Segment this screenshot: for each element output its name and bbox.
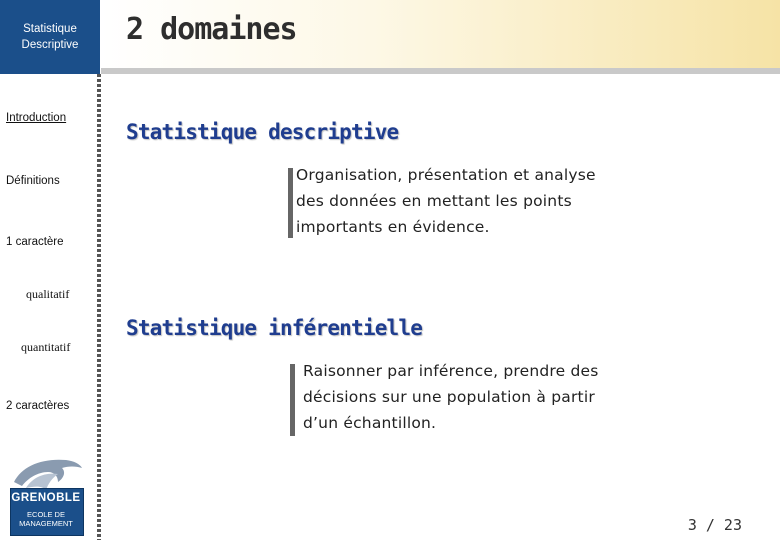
logo-name: GRENOBLE	[11, 492, 81, 504]
sidebar-header-line1: Statistique	[23, 23, 77, 35]
nav-item-qualitatif[interactable]: qualitatif	[26, 287, 70, 301]
sidebar-header	[0, 0, 100, 74]
logo-subtitle-line2: MANAGEMENT	[19, 519, 73, 528]
section-text-descriptive: Organisation, présentation et analyse des données en mettant les points importants en évidence.	[296, 166, 596, 236]
page-number: 3 / 23	[687, 516, 742, 534]
page-title: 2 domaines	[126, 12, 297, 47]
section-heading-inferential: Statistique inférentielle	[126, 316, 423, 340]
nav-item-2-caracteres[interactable]: 2 caractères	[6, 400, 70, 412]
nav-item-definitions[interactable]: Définitions	[6, 175, 60, 187]
logo-subtitle-line1: ECOLE DE	[27, 510, 65, 519]
quote-bar	[290, 364, 295, 436]
section-text-inferential: Raisonner par inférence, prendre des décisions sur une population à partir d’un échantillon.	[303, 362, 599, 432]
nav-item-1-caractere[interactable]: 1 caractère	[6, 236, 64, 248]
sidebar-header-line2: Descriptive	[21, 39, 79, 51]
sidebar-divider	[97, 74, 101, 540]
nav-item-introduction[interactable]: Introduction	[6, 112, 67, 124]
section-heading-descriptive: Statistique descriptive	[126, 120, 399, 144]
school-logo	[8, 452, 84, 536]
sidebar	[0, 0, 100, 540]
title-rule	[101, 68, 780, 74]
logo-subtitle	[8, 510, 84, 528]
dolphin-icon	[8, 452, 84, 492]
quote-bar	[288, 168, 293, 238]
nav-item-quantitatif[interactable]: quantitatif	[21, 340, 71, 354]
